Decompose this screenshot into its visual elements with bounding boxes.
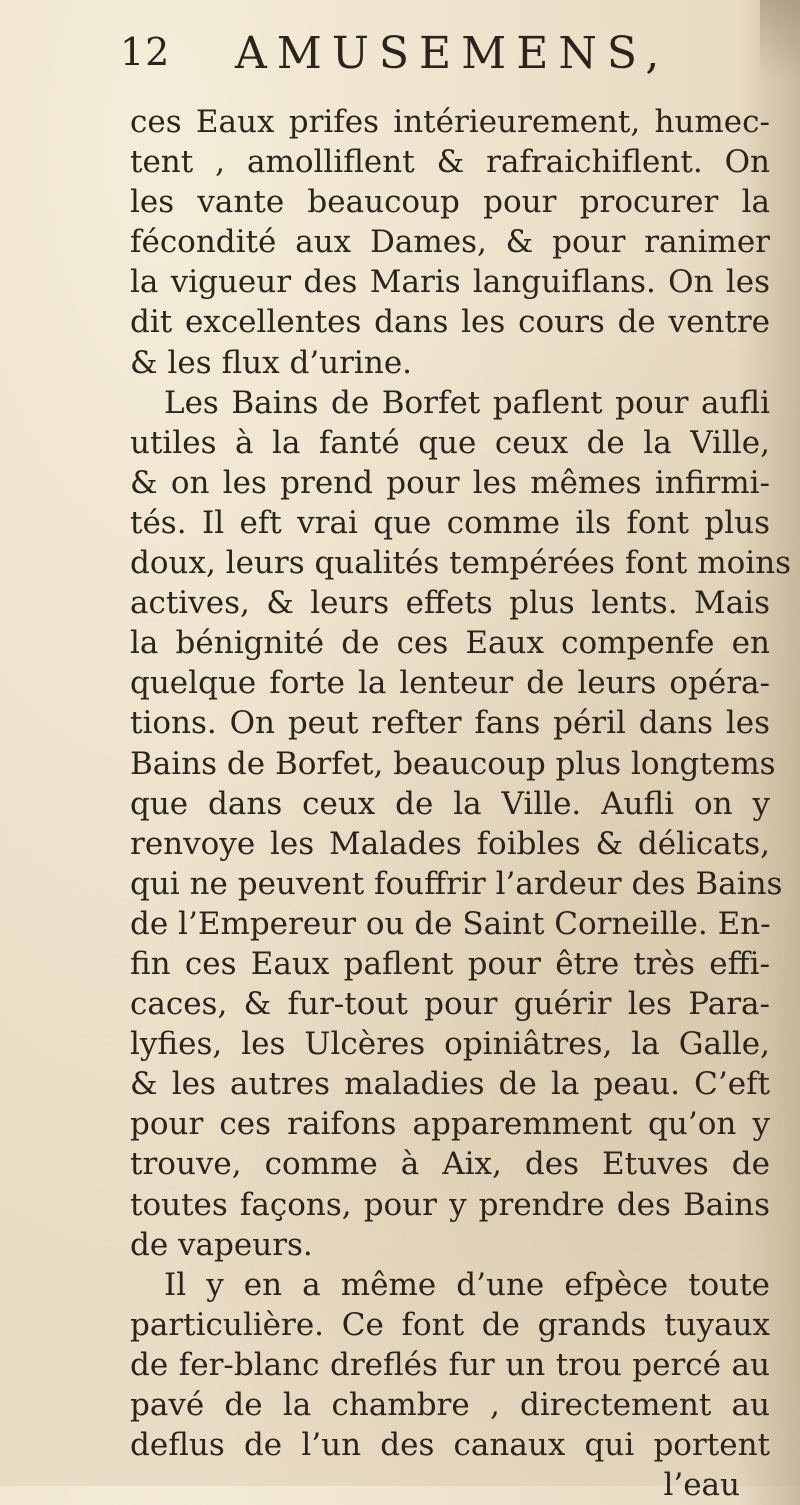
text-line: dit excellentes dans les cours de ventre	[130, 304, 770, 341]
text-line: caces, & fur-tout pour guérir les Para-	[130, 986, 770, 1023]
text-line: toutes façons, pour y prendre des Bains	[130, 1186, 770, 1223]
text-line: de l’Empereur ou de Saint Corneille. En-	[130, 905, 771, 942]
text-line: la bénignité de ces Eaux compenfe en	[130, 625, 770, 662]
text-line: & on les prend pour les mêmes infirmi-	[130, 464, 770, 501]
text-line: tions. On peut refter fans péril dans les	[130, 705, 770, 742]
text-line: actives, & leurs effets plus lents. Mais	[130, 585, 770, 622]
body-text	[130, 102, 792, 1505]
text-line: tent , amolliflent & rafraichiflent. On	[130, 144, 770, 181]
text-line: doux, leurs qualités tempérées font moins	[130, 545, 792, 582]
text-line: renvoye les Malades foibles & délicats,	[130, 825, 770, 862]
running-header	[120, 28, 760, 84]
text-line: fécondité aux Dames, & pour ranimer	[130, 224, 770, 261]
catchword: l’eau	[663, 1467, 740, 1504]
text-line: Bains de Borfet, beaucoup plus longtems	[130, 745, 776, 782]
page-edge-stain	[760, 0, 800, 80]
text-line: Il y en a même d’une efpèce toute	[164, 1266, 770, 1303]
text-line: quelque forte la lenteur de leurs opéra-	[130, 665, 770, 702]
page-number: 12	[120, 30, 171, 74]
text-line: trouve, comme à Aix, des Etuves de	[130, 1146, 770, 1183]
text-line: deflus de l’un des canaux qui portent	[130, 1427, 770, 1464]
text-line: de fer-blanc dreflés fur un trou percé au	[130, 1346, 770, 1383]
text-line: tés. Il eft vrai que comme ils font plus	[130, 504, 770, 541]
text-line: les vante beaucoup pour procurer la	[130, 184, 770, 221]
text-line: de vapeurs.	[130, 1226, 313, 1263]
text-line: ces Eaux prifes intérieurement, humec-	[130, 104, 770, 140]
text-line: & les autres maladies de la peau. C’eft	[130, 1066, 770, 1103]
text-line: fin ces Eaux paflent pour être très effi-	[130, 945, 770, 982]
text-line: pour ces raifons apparemment qu’on y	[130, 1106, 770, 1143]
text-line: pavé de la chambre , directement au	[130, 1387, 770, 1423]
text-line: lyfies, les Ulcères opiniâtres, la Galle,	[130, 1026, 770, 1063]
text-line: particulière. Ce font de grands tuyaux	[130, 1306, 770, 1343]
text-line: la vigueur des Maris languiflans. On les	[130, 264, 770, 301]
text-line: utiles à la fanté que ceux de la Ville,	[130, 424, 770, 461]
text-line: & les flux d’urine.	[130, 344, 413, 381]
running-title: AMUSEMENS,	[235, 28, 670, 79]
text-line: que dans ceux de la Ville. Aufli on y	[130, 785, 770, 822]
text-line: qui ne peuvent fouffrir l’ardeur des Bains	[130, 865, 783, 902]
text-line: Les Bains de Borfet paflent pour aufli	[164, 384, 770, 421]
